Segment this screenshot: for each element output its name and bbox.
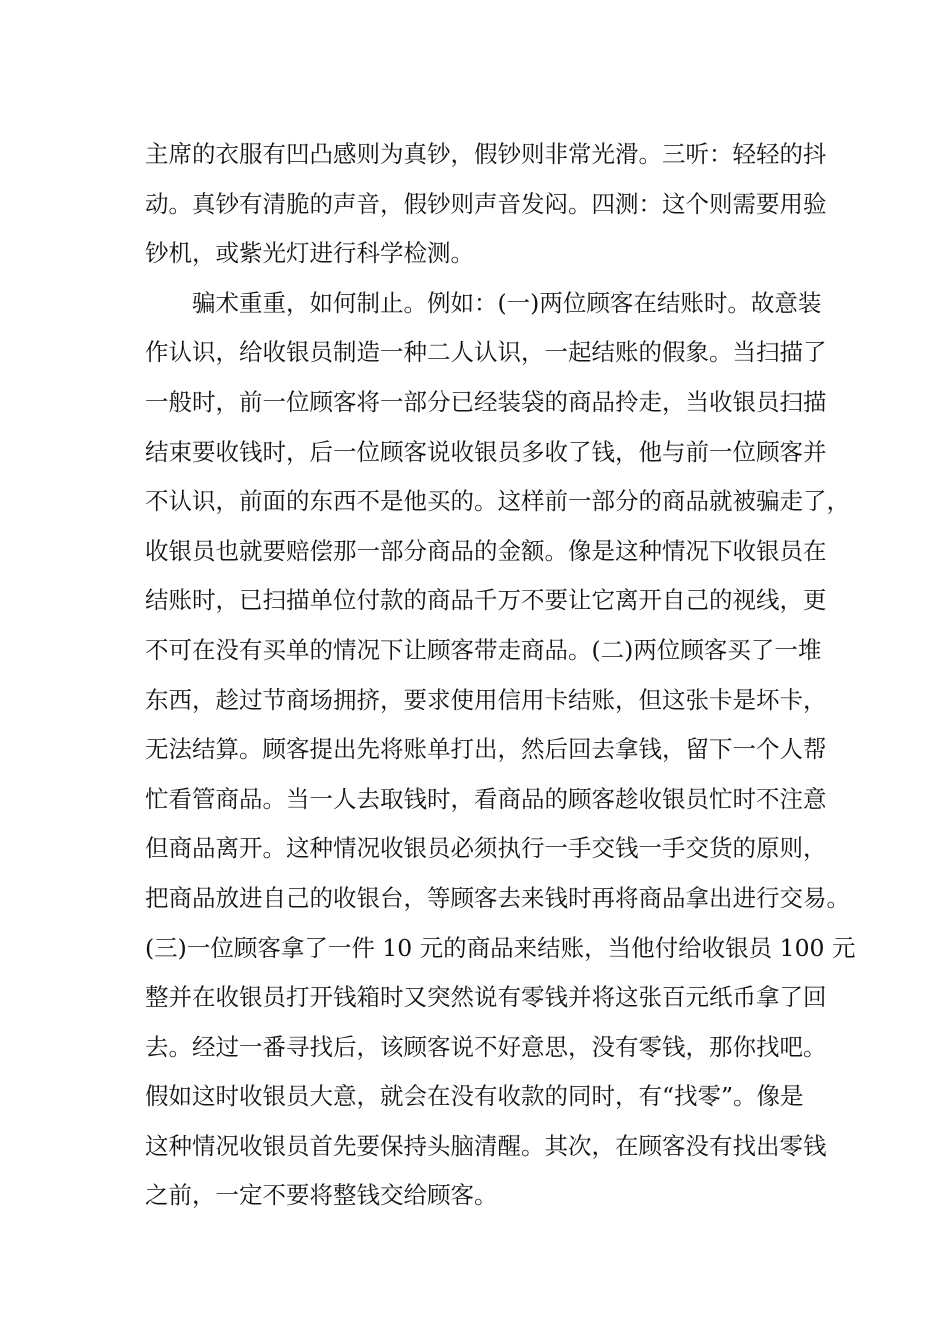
text-line: 钞机，或紫光灯进行科学检测。 [145, 239, 474, 268]
text-line: 去。经过一番寻找后，该顾客说不好意思，没有零钱，那你找吧。 [145, 1032, 827, 1061]
text-line: 结账时，已扫描单位付款的商品千万不要让它离开自己的视线，更 [145, 586, 827, 615]
text-line: 假如这时收银员大意，就会在没有收款的同时，有“找零”。像是 [145, 1082, 804, 1111]
text-line: 结束要收钱时，后一位顾客说收银员多收了钱，他与前一位顾客并 [145, 437, 827, 466]
text-line: 东西，趁过节商场拥挤，要求使用信用卡结账，但这张卡是坏卡， [145, 685, 827, 714]
text-line: 整并在收银员打开钱箱时又突然说有零钱并将这张百元纸币拿了回 [145, 983, 827, 1012]
text-line: 这种情况收银员首先要保持头脑清醒。其次，在顾客没有找出零钱 [145, 1131, 827, 1160]
text-line: 无法结算。顾客提出先将账单打出，然后回去拿钱，留下一个人帮 [145, 735, 827, 764]
text-line: 一般时，前一位顾客将一部分已经装袋的商品拎走，当收银员扫描 [145, 387, 827, 416]
text-line: 主席的衣服有凹凸感则为真钞，假钞则非常光滑。三听：轻轻的抖 [145, 140, 827, 168]
body-text [145, 130, 856, 1221]
text-line: 把商品放进自己的收银台，等顾客去来钱时再将商品拿出进行交易。 [145, 883, 850, 912]
text-line: 之前，一定不要将整钱交给顾客。 [145, 1181, 498, 1210]
text-line: 不认识，前面的东西不是他买的。这样前一部分的商品就被骗走了， [145, 487, 850, 516]
text-line: 作认识，给收银员制造一种二人认识，一起结账的假象。当扫描了 [145, 338, 827, 367]
text-line: 忙看管商品。当一人去取钱时，看商品的顾客趁收银员忙时不注意 [145, 784, 827, 813]
text-line: 但商品离开。这种情况收银员必须执行一手交钱一手交货的原则， [145, 834, 827, 863]
text-line: 收银员也就要赔偿那一部分商品的金额。像是这种情况下收银员在 [145, 536, 827, 565]
paragraph-first-line: 骗术重重，如何制止。例如：(一)两位顾客在结账时。故意装 [192, 288, 822, 317]
text-line: 不可在没有买单的情况下让顾客带走商品。(二)两位顾客买了一堆 [145, 635, 822, 664]
text-line: 动。真钞有清脆的声音，假钞则声音发闷。四测：这个则需要用验 [145, 189, 827, 218]
text-line: (三)一位顾客拿了一件 10 元的商品来结账，当他付给收银员 100 元 [145, 933, 856, 962]
